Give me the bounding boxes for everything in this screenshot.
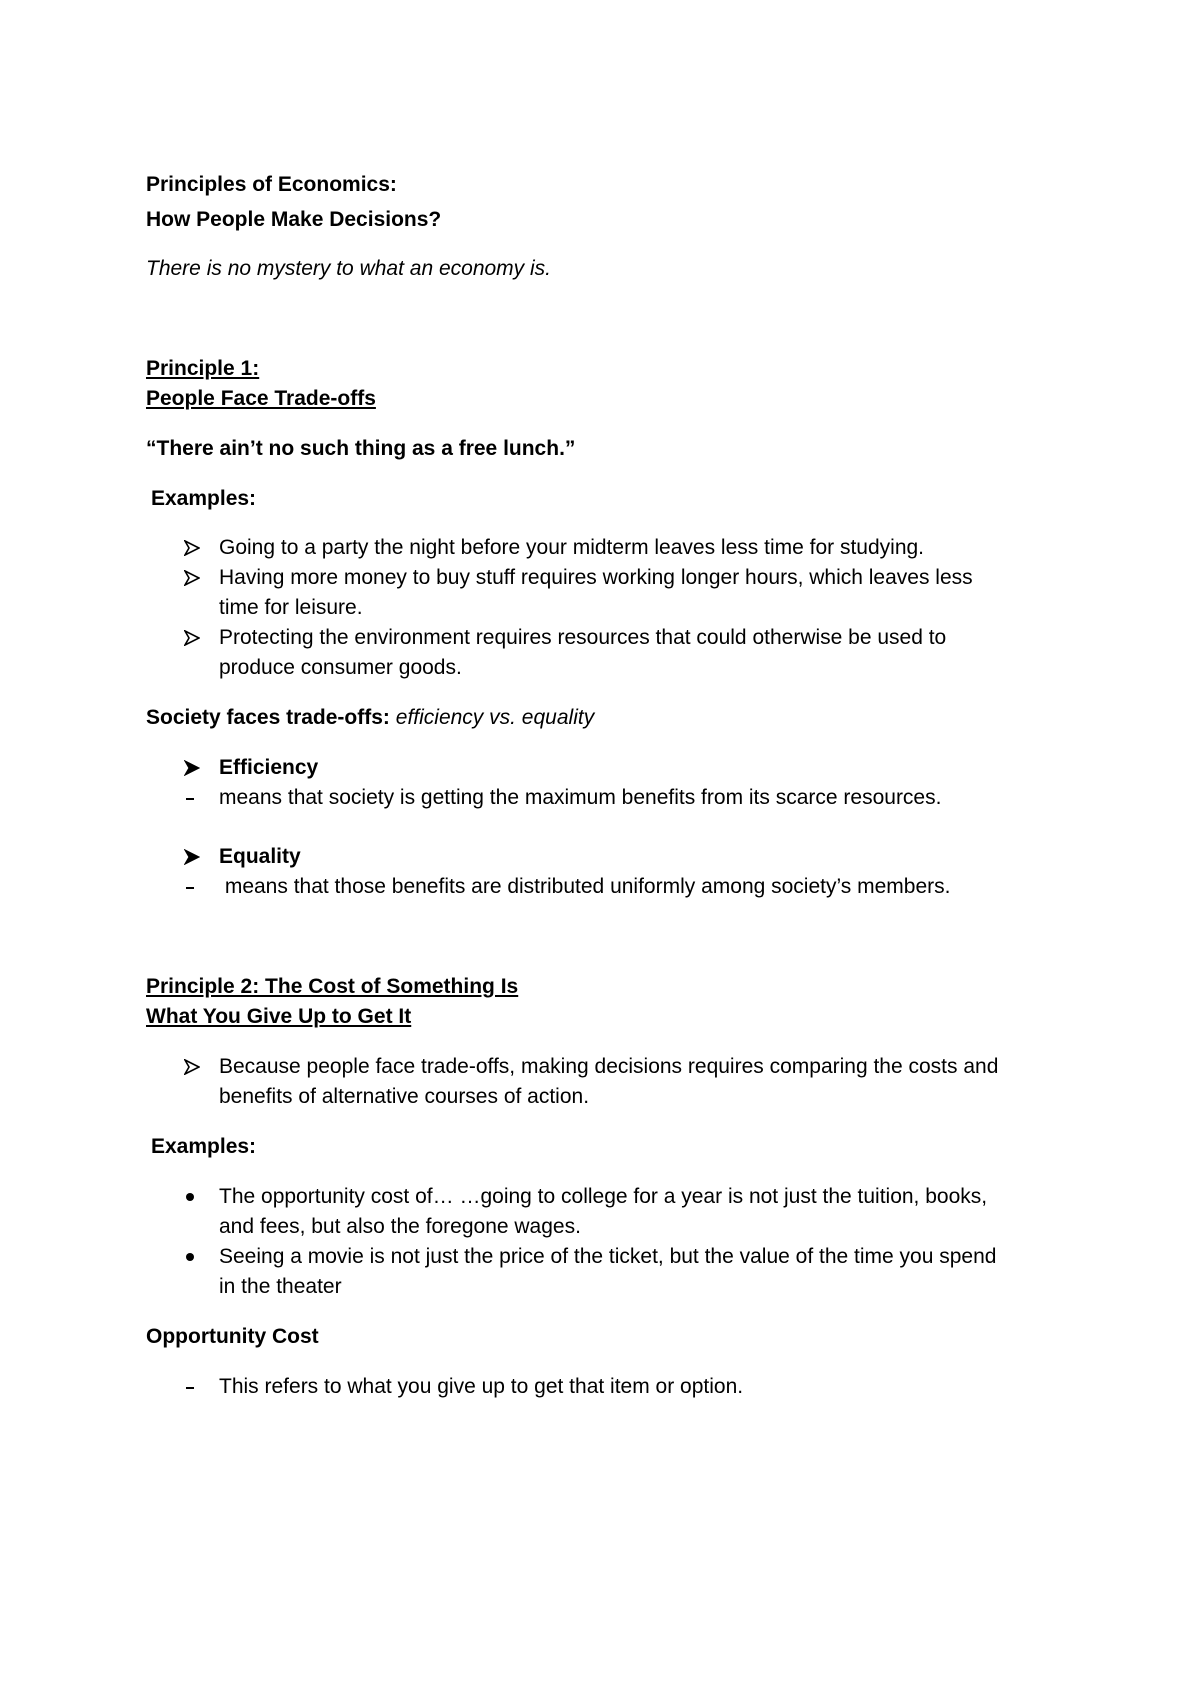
list-item-continued: in the theater [219,1275,342,1298]
principle1-title: People Face Trade-offs [146,387,376,410]
principle1-quote: “There ain’t no such thing as a free lunch.” [146,437,576,460]
arrow-bullet-icon [184,753,204,776]
society-value: efficiency vs. equality [395,706,595,729]
dash-bullet-icon [184,872,204,889]
principle2-heading: Principle 2: The Cost of Something Is [146,975,519,998]
arrow-bullet-icon [184,623,204,646]
list-item: Protecting the environment requires resources that could otherwise be used to [219,626,947,649]
dash-bullet-icon [184,783,204,800]
list-item-continued: and fees, but also the foregone wages. [219,1215,581,1238]
list-item: Because people face trade-offs, making decisions requires comparing the costs and [219,1055,999,1078]
opportunity-cost-label: Opportunity Cost [146,1325,319,1348]
arrow-bullet-icon [184,563,204,586]
list-item: Seeing a movie is not just the price of the ticket, but the value of the time you spend [219,1245,997,1268]
list-item-continued: time for leisure. [219,596,363,619]
list-item: Having more money to buy stuff requires working longer hours, which leaves less [219,566,973,589]
document-subtitle: How People Make Decisions? [146,208,442,231]
arrow-bullet-icon [184,1052,204,1075]
efficiency-label: Efficiency [219,756,319,779]
dash-bullet-icon [184,1372,204,1389]
list-item: The opportunity cost of… …going to college for a year is not just the tuition, books, [219,1185,988,1208]
list-item-continued: benefits of alternative courses of action. [219,1085,590,1108]
principle1-examples-label: Examples: [151,487,257,510]
intro-text: There is no mystery to what an economy is. [146,257,551,280]
dot-bullet-icon [184,1182,204,1201]
arrow-bullet-icon [184,533,204,556]
equality-description: means that those benefits are distributed uniformly among society’s members. [219,875,951,898]
principle2-examples-label: Examples: [151,1135,257,1158]
dot-bullet-icon [184,1242,204,1261]
opportunity-cost-description: This refers to what you give up to get that item or option. [219,1375,744,1398]
society-label: Society faces trade-offs: [146,706,390,729]
equality-label: Equality [219,845,301,868]
arrow-bullet-icon [184,842,204,865]
document-title: Principles of Economics: [146,173,397,196]
principle1-heading: Principle 1: [146,357,260,380]
society-tradeoffs [146,703,594,733]
list-item-continued: produce consumer goods. [219,656,462,679]
principle2-title: What You Give Up to Get It [146,1005,412,1028]
list-item: Going to a party the night before your midterm leaves less time for studying. [219,536,925,559]
efficiency-description: means that society is getting the maximum benefits from its scarce resources. [219,786,942,809]
